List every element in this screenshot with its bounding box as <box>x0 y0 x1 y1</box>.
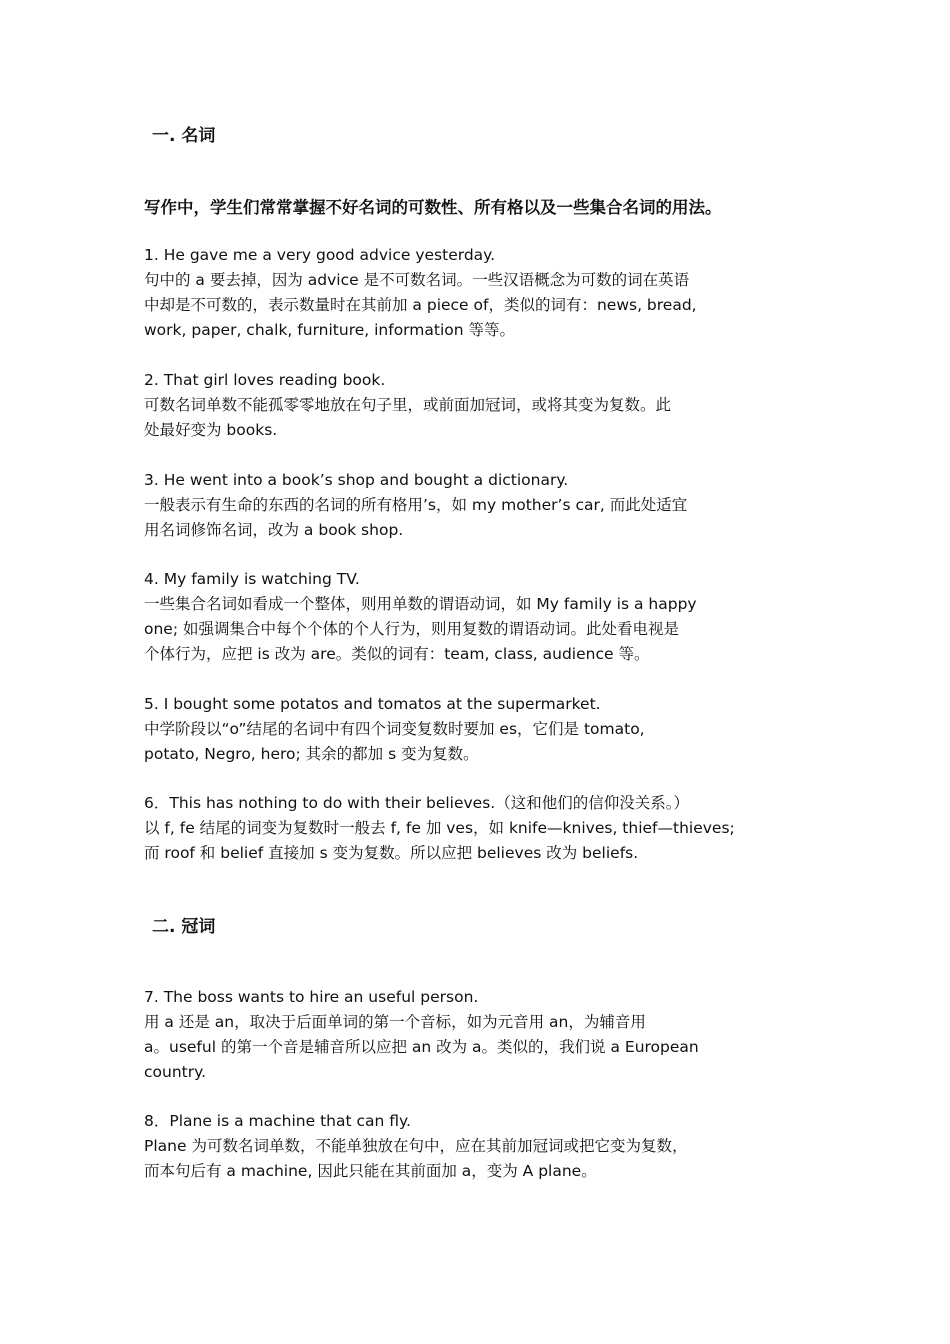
example-item-5 <box>144 692 814 767</box>
explanation-line: 而 roof 和 belief 直接加 s 变为复数。所以应把 believes 改为 beliefs. <box>144 844 639 862</box>
explanation-line: 中学阶段以“o”结尾的名词中有四个词变复数时要加 es，它们是 tomato, <box>144 720 645 738</box>
section-heading-articles: 二. 冠词 <box>152 917 216 937</box>
explanation-line: country. <box>144 1063 206 1081</box>
explanation-line: a。useful 的第一个音是辅音所以应把 an 改为 a。类似的，我们说 a European <box>144 1038 699 1056</box>
explanation-line: potato, Negro, hero; 其余的都加 s 变为复数。 <box>144 745 479 763</box>
explanation-line: 以 f, fe 结尾的词变为复数时一般去 f, fe 加 ves，如 knife—knives, thief—thieves; <box>144 819 735 837</box>
explanation-line: work, paper, chalk, furniture, information 等等。 <box>144 321 516 339</box>
explanation-line: 句中的 a 要去掉，因为 advice 是不可数名词。一些汉语概念为可数的词在英语 <box>144 271 690 289</box>
explanation-line: 一般表示有生命的东西的名词的所有格用’s，如 my mother’s car, 而此处适宜 <box>144 496 688 514</box>
explanation-line: 用 a 还是 an，取决于后面单词的第一个音标，如为元音用 an，为辅音用 <box>144 1013 646 1031</box>
example-sentence: 4. My family is watching TV. <box>144 570 360 588</box>
example-sentence: 8．Plane is a machine that can fly. <box>144 1112 411 1130</box>
example-sentence: 7. The boss wants to hire an useful person. <box>144 988 479 1006</box>
explanation-line: 中却是不可数的，表示数量时在其前加 a piece of，类似的词有：news, bread, <box>144 296 697 314</box>
explanation-line: 处最好变为 books. <box>144 421 278 439</box>
example-item-1 <box>144 243 814 343</box>
example-sentence: 1. He gave me a very good advice yesterday. <box>144 246 496 264</box>
example-item-2 <box>144 368 814 443</box>
example-sentence: 6．This has nothing to do with their believes.（这和他们的信仰没关系。） <box>144 794 689 812</box>
example-item-7 <box>144 985 814 1085</box>
explanation-line: 一些集合名词如看成一个整体，则用单数的谓语动词，如 My family is a happy <box>144 595 697 613</box>
section-intro: 写作中，学生们常常掌握不好名词的可数性、所有格以及一些集合名词的用法。 <box>144 198 722 217</box>
example-item-4 <box>144 567 814 667</box>
example-item-6 <box>144 791 814 866</box>
explanation-line: 个体行为，应把 is 改为 are。类似的词有：team, class, audience 等。 <box>144 645 650 663</box>
example-item-3 <box>144 468 814 543</box>
explanation-line: one; 如强调集合中每个个体的个人行为，则用复数的谓语动词。此处看电视是 <box>144 620 679 638</box>
example-sentence: 5. I bought some potatos and tomatos at the supermarket. <box>144 695 601 713</box>
explanation-line: 可数名词单数不能孤零零地放在句子里，或前面加冠词，或将其变为复数。此 <box>144 396 672 414</box>
example-sentence: 2. That girl loves reading book. <box>144 371 386 389</box>
example-item-8 <box>144 1109 814 1184</box>
explanation-line: Plane 为可数名词单数，不能单独放在句中，应在其前加冠词或把它变为复数， <box>144 1137 688 1155</box>
explanation-line: 用名词修饰名词，改为 a book shop. <box>144 521 404 539</box>
section-heading-nouns: 一. 名词 <box>152 126 216 146</box>
example-sentence: 3. He went into a book’s shop and bought a dictionary. <box>144 471 569 489</box>
explanation-line: 而本句后有 a machine, 因此只能在其前面加 a，变为 A plane。 <box>144 1162 597 1180</box>
